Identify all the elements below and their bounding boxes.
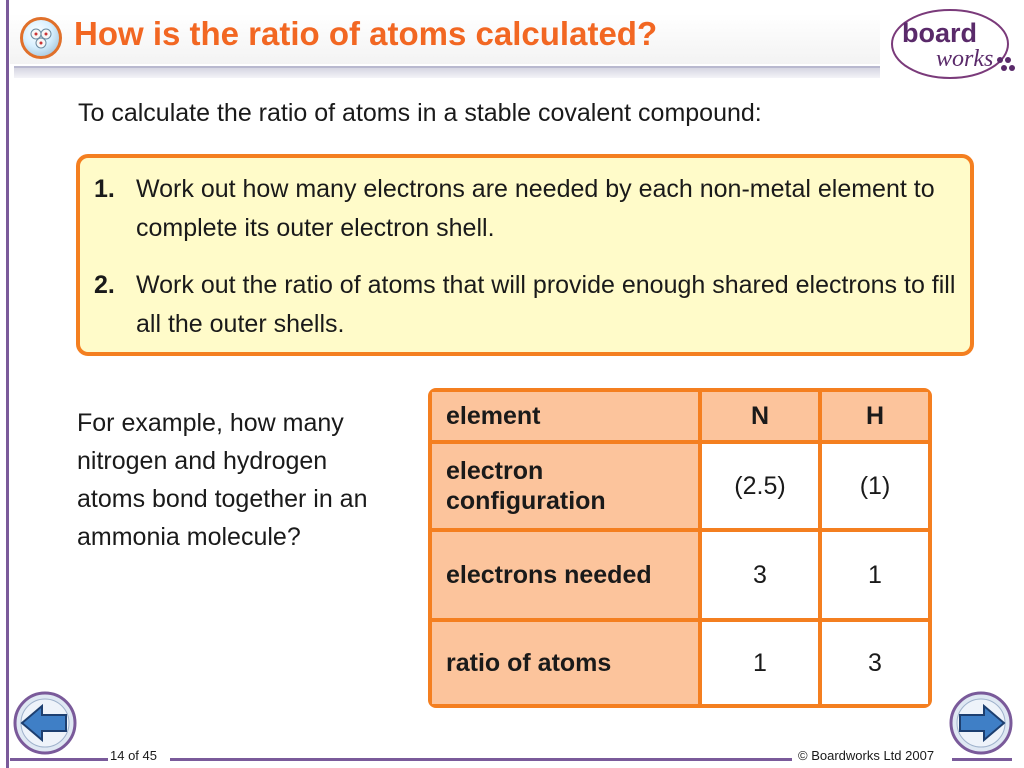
footer-line-right (952, 758, 1012, 761)
table-cell-n: (2.5) (702, 444, 818, 528)
table-cell-h: 3 (822, 622, 928, 704)
intro-text: To calculate the ratio of atoms in a stable covalent compound: (78, 99, 762, 127)
next-slide-button[interactable] (948, 690, 1014, 756)
table-cell-n: 1 (702, 622, 818, 704)
arrow-left-icon (12, 690, 78, 756)
table-row-label: electron configuration (432, 444, 698, 528)
molecule-globe-icon (20, 17, 62, 59)
footer-line-left (10, 758, 108, 761)
table-row-label: ratio of atoms (432, 622, 698, 704)
title-underline (14, 66, 880, 78)
svg-text:works: works (936, 46, 994, 72)
table-cell-n: N (702, 392, 818, 440)
step-2 (94, 266, 964, 344)
table-cell-h: 1 (822, 532, 928, 618)
steps-box (76, 154, 974, 356)
table-row-label: electrons needed (432, 532, 698, 618)
table-cell-n: 3 (702, 532, 818, 618)
page-number: 14 of 45 (110, 748, 157, 763)
step-1-text: Work out how many electrons are needed by each non-metal element to complete its outer electron shell. (136, 175, 935, 242)
previous-slide-button[interactable] (12, 690, 78, 756)
step-1 (94, 170, 964, 248)
step-2-number: 2. (94, 271, 115, 299)
arrow-right-icon (948, 690, 1014, 756)
boardworks-logo (888, 6, 1022, 82)
table-row-label: element (432, 392, 698, 440)
step-2-text: Work out the ratio of atoms that will provide enough shared electrons to fill all the outer shells. (136, 271, 956, 338)
copyright-text: © Boardworks Ltd 2007 (798, 748, 935, 763)
example-question: For example, how many nitrogen and hydrogen atoms bond together in an ammonia molecule? (77, 409, 368, 551)
page-title: How is the ratio of atoms calculated? (74, 15, 658, 52)
footer-line-middle (170, 758, 792, 761)
svg-text:board: board (902, 18, 978, 48)
step-1-number: 1. (94, 175, 115, 203)
table-cell-h: (1) (822, 444, 928, 528)
slide-left-border (0, 0, 10, 768)
table-cell-h: H (822, 392, 928, 440)
ratio-table (428, 388, 932, 708)
